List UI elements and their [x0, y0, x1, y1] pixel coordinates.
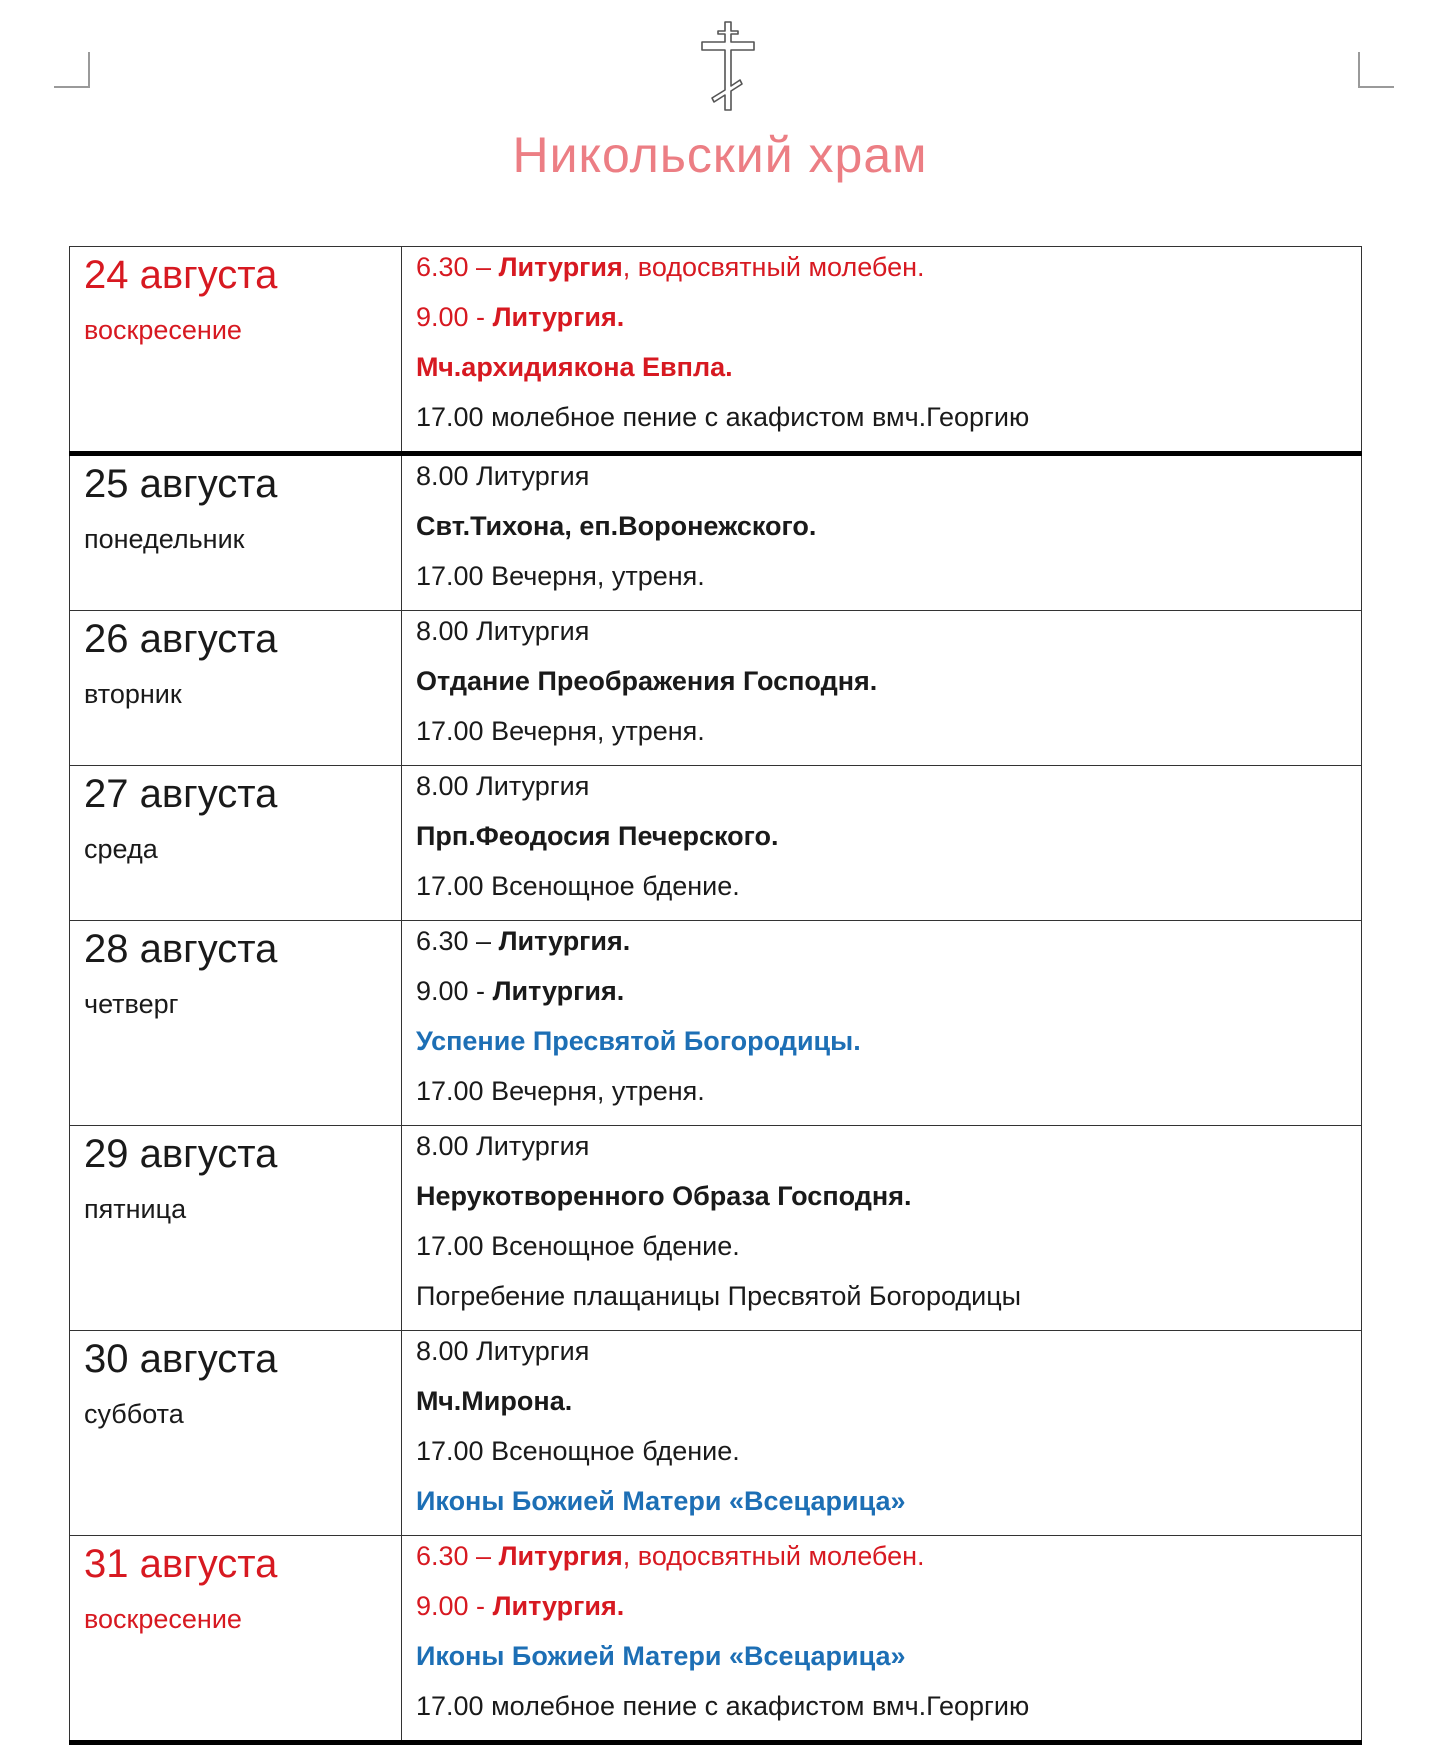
event-line [416, 1590, 1361, 1640]
page-title: Никольский храм [512, 127, 928, 183]
event-note: Литургия [476, 461, 590, 491]
schedule-table [69, 246, 1362, 1745]
event-line [416, 1435, 1361, 1485]
event-line [416, 1230, 1361, 1280]
event-time: 17.00 [416, 1076, 484, 1106]
event-time: 6.30 – [416, 926, 492, 956]
event-time: 17.00 [416, 871, 484, 901]
event-line [416, 1130, 1361, 1180]
feast-name: Мч.Мирона. [416, 1386, 573, 1416]
event-line [416, 301, 1361, 351]
orthodox-cross-icon [698, 20, 758, 112]
crop-mark-top-left [54, 52, 90, 88]
date-cell [70, 1331, 402, 1536]
table-row [70, 766, 1362, 921]
event-line [416, 560, 1361, 610]
event-note: Вечерня, утреня. [491, 561, 705, 591]
feast-name: Прп.Феодосия Печерского. [416, 821, 779, 851]
weekday-label: четверг [84, 989, 179, 1019]
event-note: Литургия [476, 771, 590, 801]
event-time: 17.00 [416, 1231, 484, 1261]
weekday-label: понедельник [84, 524, 245, 554]
event-time: 8.00 [416, 1131, 469, 1161]
events-cell [402, 611, 1362, 766]
event-line [416, 1540, 1361, 1590]
event-note: Литургия [476, 1336, 590, 1366]
date-label: 28 августа [84, 927, 278, 971]
event-time: 9.00 - [416, 302, 486, 332]
event-note: Погребение плащаницы Пресвятой Богородицы [416, 1281, 1022, 1311]
table-row [70, 921, 1362, 1126]
event-time: 8.00 [416, 616, 469, 646]
event-line [416, 460, 1361, 510]
event-title: Литургия. [492, 976, 625, 1006]
event-note: молебное пение с акафистом вмч.Георгию [491, 402, 1030, 432]
feast-name: Отдание Преображения Господня. [416, 666, 878, 696]
event-time: 6.30 – [416, 1541, 492, 1571]
event-time: 17.00 [416, 1436, 484, 1466]
event-time: 8.00 [416, 771, 469, 801]
events-cell [402, 1126, 1362, 1331]
date-label: 29 августа [84, 1132, 278, 1176]
events-cell [402, 1536, 1362, 1743]
date-label: 25 августа [84, 462, 278, 506]
feast-name: Свт.Тихона, еп.Воронежского. [416, 511, 817, 541]
feast-name: Нерукотворенного Образа Господня. [416, 1181, 912, 1211]
event-title: Литургия. [492, 302, 625, 332]
date-label: 26 августа [84, 617, 278, 661]
date-cell [70, 611, 402, 766]
event-note: Вечерня, утреня. [491, 1076, 705, 1106]
feast-name: Иконы Божией Матери «Всецарица» [416, 1641, 906, 1671]
event-line [416, 1690, 1361, 1740]
event-note: Всенощное бдение. [491, 871, 740, 901]
weekday-label: воскресение [84, 315, 242, 345]
crop-mark-top-right [1358, 52, 1394, 88]
table-row [70, 611, 1362, 766]
event-title: Литургия [498, 252, 623, 282]
date-cell [70, 1536, 402, 1743]
table-row [70, 454, 1362, 611]
event-line [416, 975, 1361, 1025]
event-time: 9.00 - [416, 976, 486, 1006]
event-time: 8.00 [416, 1336, 469, 1366]
event-time: 8.00 [416, 461, 469, 491]
table-row [70, 1331, 1362, 1536]
feast-name: Мч.архидиякона Евпла. [416, 352, 733, 382]
event-time: 17.00 [416, 716, 484, 746]
events-cell [402, 921, 1362, 1126]
date-cell [70, 247, 402, 454]
event-time: 6.30 – [416, 252, 492, 282]
table-row [70, 247, 1362, 454]
event-line [416, 251, 1361, 301]
event-line [416, 1075, 1361, 1125]
weekday-label: суббота [84, 1399, 184, 1429]
weekday-label: вторник [84, 679, 182, 709]
event-time: 17.00 [416, 1691, 484, 1721]
event-title: Литургия [498, 1541, 623, 1571]
event-line [416, 401, 1361, 451]
event-note: Литургия [476, 1131, 590, 1161]
event-line [416, 715, 1361, 765]
event-note: , водосвятный молебен. [622, 1541, 925, 1571]
date-label: 27 августа [84, 772, 278, 816]
event-line [416, 615, 1361, 665]
event-note: Всенощное бдение. [491, 1436, 740, 1466]
date-label: 30 августа [84, 1337, 278, 1381]
events-cell [402, 247, 1362, 454]
events-cell [402, 766, 1362, 921]
event-time: 17.00 [416, 402, 484, 432]
weekday-label: пятница [84, 1194, 187, 1224]
events-cell [402, 1331, 1362, 1536]
event-note: , водосвятный молебен. [622, 252, 925, 282]
date-cell [70, 1126, 402, 1331]
feast-name: Иконы Божией Матери «Всецарица» [416, 1486, 906, 1516]
event-title: Литургия. [492, 1591, 625, 1621]
event-note: Всенощное бдение. [491, 1231, 740, 1261]
date-cell [70, 766, 402, 921]
event-title: Литургия. [498, 926, 631, 956]
feast-name: Успение Пресвятой Богородицы. [416, 1026, 861, 1056]
event-line [416, 1335, 1361, 1385]
table-row [70, 1536, 1362, 1743]
event-note: Литургия [476, 616, 590, 646]
events-cell [402, 454, 1362, 611]
date-cell [70, 921, 402, 1126]
date-label: 24 августа [84, 253, 278, 297]
event-note: Вечерня, утреня. [491, 716, 705, 746]
event-line [416, 770, 1361, 820]
weekday-label: среда [84, 834, 158, 864]
event-note: молебное пение с акафистом вмч.Георгию [491, 1691, 1030, 1721]
table-row [70, 1126, 1362, 1331]
weekday-label: воскресение [84, 1604, 242, 1634]
date-label: 31 августа [84, 1542, 278, 1586]
date-cell [70, 454, 402, 611]
event-time: 17.00 [416, 561, 484, 591]
event-line [416, 870, 1361, 920]
event-line [416, 925, 1361, 975]
event-time: 9.00 - [416, 1591, 486, 1621]
